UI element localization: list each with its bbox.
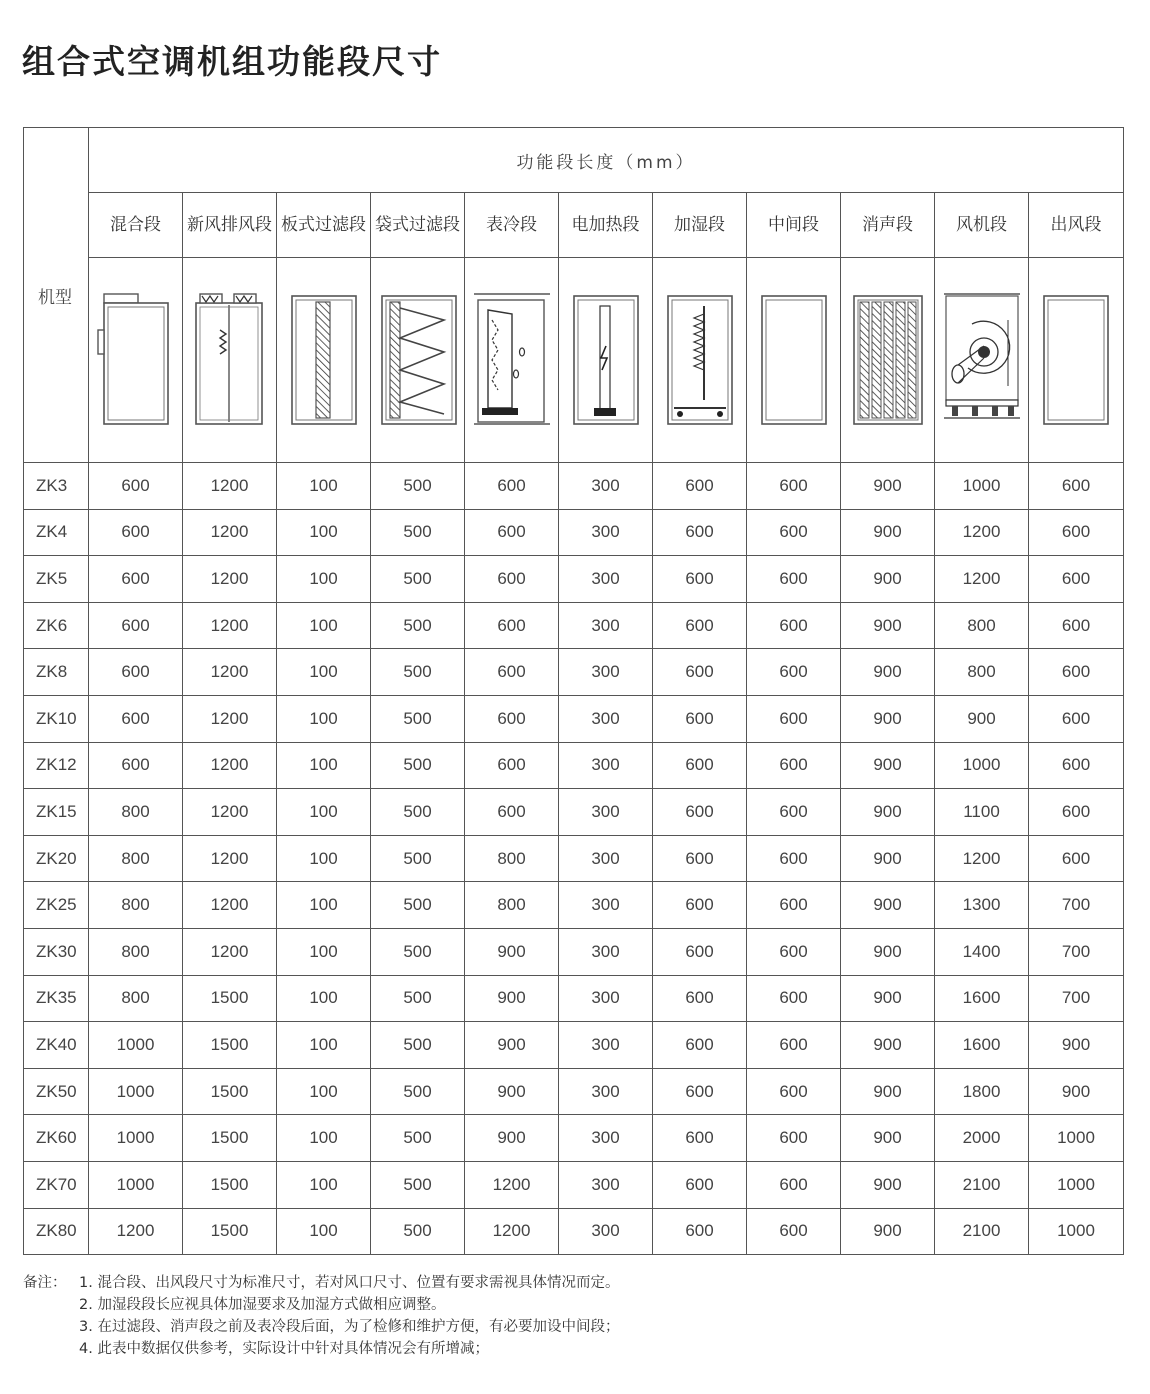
value-cell: 100 — [277, 882, 371, 929]
value-cell: 600 — [1029, 509, 1124, 556]
value-cell: 500 — [371, 1161, 465, 1208]
value-cell: 900 — [841, 1115, 935, 1162]
value-cell: 100 — [277, 602, 371, 649]
mixing-section-icon — [96, 290, 176, 430]
value-cell: 2000 — [935, 1115, 1029, 1162]
column-header: 中间段 — [747, 193, 841, 258]
value-cell: 900 — [841, 463, 935, 510]
value-cell: 1200 — [183, 556, 277, 603]
value-cell: 900 — [465, 975, 559, 1022]
table-row — [24, 649, 1124, 696]
intermediate-section-icon — [754, 290, 834, 430]
model-cell: ZK3 — [24, 463, 89, 510]
value-cell: 600 — [653, 1115, 747, 1162]
value-cell: 100 — [277, 1068, 371, 1115]
value-cell: 600 — [653, 695, 747, 742]
value-cell: 1600 — [935, 1022, 1029, 1069]
value-cell: 500 — [371, 789, 465, 836]
section-diagram-cell — [747, 258, 841, 463]
value-cell: 300 — [559, 975, 653, 1022]
value-cell: 600 — [1029, 649, 1124, 696]
value-cell: 600 — [747, 509, 841, 556]
value-cell: 1500 — [183, 1022, 277, 1069]
value-cell: 600 — [747, 928, 841, 975]
value-cell: 1100 — [935, 789, 1029, 836]
value-cell: 300 — [559, 835, 653, 882]
column-header: 混合段 — [89, 193, 183, 258]
value-cell: 300 — [559, 742, 653, 789]
value-cell: 800 — [465, 835, 559, 882]
column-header: 加湿段 — [653, 193, 747, 258]
value-cell: 1200 — [935, 556, 1029, 603]
table-row — [24, 602, 1124, 649]
value-cell: 100 — [277, 1161, 371, 1208]
table-row — [24, 463, 1124, 510]
value-cell: 300 — [559, 509, 653, 556]
column-header: 新风排风段 — [183, 193, 277, 258]
value-cell: 800 — [89, 975, 183, 1022]
value-cell: 600 — [747, 975, 841, 1022]
value-cell: 600 — [89, 556, 183, 603]
value-cell: 600 — [1029, 835, 1124, 882]
model-cell: ZK10 — [24, 695, 89, 742]
value-cell: 600 — [747, 835, 841, 882]
value-cell: 1200 — [89, 1208, 183, 1255]
value-cell: 1200 — [935, 835, 1029, 882]
value-cell: 600 — [653, 882, 747, 929]
value-cell: 500 — [371, 742, 465, 789]
value-cell: 500 — [371, 602, 465, 649]
value-cell: 600 — [747, 556, 841, 603]
value-cell: 600 — [747, 1022, 841, 1069]
electric-heating-section-icon — [566, 290, 646, 430]
panel-filter-section-icon — [284, 290, 364, 430]
value-cell: 600 — [465, 742, 559, 789]
value-cell: 900 — [935, 695, 1029, 742]
value-cell: 100 — [277, 742, 371, 789]
value-cell: 800 — [89, 789, 183, 836]
value-cell: 800 — [935, 602, 1029, 649]
table-row — [24, 556, 1124, 603]
value-cell: 1000 — [89, 1115, 183, 1162]
model-cell: ZK60 — [24, 1115, 89, 1162]
note-item: 3. 在过滤段、消声段之前及表冷段后面，为了检修和维护方便，有必要加设中间段； — [79, 1319, 620, 1335]
value-cell: 500 — [371, 556, 465, 603]
value-cell: 900 — [841, 509, 935, 556]
section-diagram-cell — [935, 258, 1029, 463]
table-row — [24, 1208, 1124, 1255]
value-cell: 600 — [1029, 789, 1124, 836]
value-cell: 500 — [371, 1208, 465, 1255]
section-diagram-cell — [465, 258, 559, 463]
value-cell: 600 — [747, 602, 841, 649]
model-cell: ZK30 — [24, 928, 89, 975]
value-cell: 600 — [89, 509, 183, 556]
section-diagram-cell — [371, 258, 465, 463]
value-cell: 600 — [653, 463, 747, 510]
value-cell: 600 — [747, 882, 841, 929]
value-cell: 1500 — [183, 1208, 277, 1255]
value-cell: 900 — [465, 1115, 559, 1162]
value-cell: 1800 — [935, 1068, 1029, 1115]
section-diagram-cell — [841, 258, 935, 463]
value-cell: 600 — [653, 928, 747, 975]
value-cell: 100 — [277, 649, 371, 696]
value-cell: 900 — [841, 1068, 935, 1115]
column-header: 袋式过滤段 — [371, 193, 465, 258]
value-cell: 600 — [747, 1068, 841, 1115]
value-cell: 800 — [935, 649, 1029, 696]
value-cell: 1000 — [1029, 1115, 1124, 1162]
value-cell: 1200 — [465, 1208, 559, 1255]
value-cell: 600 — [747, 742, 841, 789]
value-cell: 300 — [559, 556, 653, 603]
value-cell: 500 — [371, 1068, 465, 1115]
value-cell: 600 — [465, 695, 559, 742]
model-column-header: 机型 — [24, 128, 89, 463]
value-cell: 600 — [653, 835, 747, 882]
value-cell: 600 — [653, 975, 747, 1022]
section-diagram-cell — [183, 258, 277, 463]
value-cell: 1000 — [1029, 1161, 1124, 1208]
value-cell: 300 — [559, 695, 653, 742]
value-cell: 100 — [277, 695, 371, 742]
value-cell: 100 — [277, 928, 371, 975]
value-cell: 500 — [371, 649, 465, 696]
silencer-section-icon — [848, 290, 928, 430]
outlet-section-icon — [1036, 290, 1116, 430]
value-cell: 1200 — [183, 742, 277, 789]
value-cell: 600 — [1029, 556, 1124, 603]
value-cell: 1200 — [183, 463, 277, 510]
section-diagram-cell — [1029, 258, 1124, 463]
value-cell: 600 — [653, 1208, 747, 1255]
value-cell: 900 — [841, 602, 935, 649]
value-cell: 600 — [89, 602, 183, 649]
column-header: 消声段 — [841, 193, 935, 258]
value-cell: 1400 — [935, 928, 1029, 975]
value-cell: 100 — [277, 975, 371, 1022]
value-cell: 300 — [559, 882, 653, 929]
value-cell: 600 — [747, 1161, 841, 1208]
value-cell: 600 — [465, 509, 559, 556]
column-header: 出风段 — [1029, 193, 1124, 258]
value-cell: 900 — [841, 742, 935, 789]
value-cell: 600 — [89, 742, 183, 789]
value-cell: 300 — [559, 1115, 653, 1162]
value-cell: 1000 — [89, 1161, 183, 1208]
value-cell: 1000 — [89, 1068, 183, 1115]
value-cell: 1200 — [183, 695, 277, 742]
value-cell: 900 — [841, 649, 935, 696]
value-cell: 1500 — [183, 975, 277, 1022]
value-cell: 1200 — [183, 882, 277, 929]
value-cell: 1000 — [1029, 1208, 1124, 1255]
value-cell: 600 — [1029, 695, 1124, 742]
section-diagram-cell — [653, 258, 747, 463]
table-row — [24, 509, 1124, 556]
value-cell: 600 — [465, 649, 559, 696]
model-cell: ZK50 — [24, 1068, 89, 1115]
model-cell: ZK15 — [24, 789, 89, 836]
model-cell: ZK35 — [24, 975, 89, 1022]
value-cell: 800 — [89, 835, 183, 882]
value-cell: 300 — [559, 602, 653, 649]
value-cell: 600 — [747, 695, 841, 742]
value-cell: 1200 — [183, 602, 277, 649]
value-cell: 900 — [841, 556, 935, 603]
column-header: 风机段 — [935, 193, 1029, 258]
value-cell: 500 — [371, 928, 465, 975]
column-header: 表冷段 — [465, 193, 559, 258]
section-length-group-header: 功能段长度（mm） — [89, 128, 1124, 193]
section-diagram-cell — [277, 258, 371, 463]
value-cell: 600 — [89, 463, 183, 510]
table-row — [24, 835, 1124, 882]
value-cell: 500 — [371, 835, 465, 882]
column-header: 板式过滤段 — [277, 193, 371, 258]
value-cell: 300 — [559, 789, 653, 836]
value-cell: 600 — [1029, 602, 1124, 649]
model-cell: ZK12 — [24, 742, 89, 789]
value-cell: 2100 — [935, 1161, 1029, 1208]
value-cell: 500 — [371, 882, 465, 929]
value-cell: 300 — [559, 1022, 653, 1069]
value-cell: 100 — [277, 1115, 371, 1162]
value-cell: 700 — [1029, 975, 1124, 1022]
value-cell: 1200 — [183, 928, 277, 975]
section-diagram-cell — [559, 258, 653, 463]
value-cell: 900 — [465, 1022, 559, 1069]
value-cell: 600 — [1029, 463, 1124, 510]
value-cell: 900 — [1029, 1068, 1124, 1115]
value-cell: 100 — [277, 1208, 371, 1255]
value-cell: 600 — [465, 789, 559, 836]
page-title: 组合式空调机组功能段尺寸 — [22, 42, 442, 81]
value-cell: 600 — [465, 463, 559, 510]
value-cell: 900 — [465, 1068, 559, 1115]
value-cell: 1200 — [465, 1161, 559, 1208]
value-cell: 1600 — [935, 975, 1029, 1022]
value-cell: 100 — [277, 556, 371, 603]
value-cell: 1200 — [183, 649, 277, 696]
value-cell: 300 — [559, 1068, 653, 1115]
column-header: 电加热段 — [559, 193, 653, 258]
value-cell: 100 — [277, 1022, 371, 1069]
value-cell: 900 — [841, 928, 935, 975]
value-cell: 100 — [277, 789, 371, 836]
value-cell: 1000 — [89, 1022, 183, 1069]
value-cell: 700 — [1029, 928, 1124, 975]
bag-filter-section-icon — [378, 290, 458, 430]
table-row — [24, 695, 1124, 742]
model-cell: ZK25 — [24, 882, 89, 929]
value-cell: 100 — [277, 509, 371, 556]
value-cell: 700 — [1029, 882, 1124, 929]
value-cell: 600 — [1029, 742, 1124, 789]
value-cell: 900 — [841, 882, 935, 929]
value-cell: 600 — [89, 695, 183, 742]
value-cell: 900 — [841, 789, 935, 836]
value-cell: 600 — [653, 556, 747, 603]
model-cell: ZK70 — [24, 1161, 89, 1208]
value-cell: 600 — [653, 602, 747, 649]
fresh-exhaust-air-section-icon — [190, 290, 270, 430]
notes-label: 备注： — [23, 1275, 67, 1291]
value-cell: 900 — [841, 1208, 935, 1255]
value-cell: 900 — [841, 1022, 935, 1069]
table-row — [24, 882, 1124, 929]
value-cell: 800 — [465, 882, 559, 929]
model-cell: ZK4 — [24, 509, 89, 556]
table-row — [24, 1022, 1124, 1069]
section-dimensions-table — [23, 127, 1124, 1255]
value-cell: 1200 — [935, 509, 1029, 556]
value-cell: 1200 — [183, 789, 277, 836]
note-item: 2. 加湿段段长应视具体加湿要求及加湿方式做相应调整。 — [79, 1297, 446, 1313]
value-cell: 500 — [371, 1022, 465, 1069]
value-cell: 500 — [371, 695, 465, 742]
value-cell: 600 — [653, 509, 747, 556]
table-row — [24, 1161, 1124, 1208]
value-cell: 600 — [653, 1161, 747, 1208]
value-cell: 900 — [841, 1161, 935, 1208]
model-cell: ZK40 — [24, 1022, 89, 1069]
value-cell: 300 — [559, 649, 653, 696]
value-cell: 1200 — [183, 835, 277, 882]
table-row — [24, 1115, 1124, 1162]
value-cell: 1500 — [183, 1115, 277, 1162]
value-cell: 600 — [747, 1115, 841, 1162]
fan-section-icon — [942, 290, 1022, 430]
value-cell: 100 — [277, 835, 371, 882]
value-cell: 300 — [559, 1208, 653, 1255]
value-cell: 600 — [465, 602, 559, 649]
value-cell: 1500 — [183, 1068, 277, 1115]
humidifying-section-icon — [660, 290, 740, 430]
value-cell: 600 — [747, 649, 841, 696]
value-cell: 600 — [653, 789, 747, 836]
value-cell: 300 — [559, 928, 653, 975]
value-cell: 1000 — [935, 463, 1029, 510]
value-cell: 600 — [747, 789, 841, 836]
cooling-coil-section-icon — [472, 290, 552, 430]
table-row — [24, 928, 1124, 975]
table-row — [24, 975, 1124, 1022]
value-cell: 600 — [653, 1068, 747, 1115]
value-cell: 500 — [371, 509, 465, 556]
value-cell: 100 — [277, 463, 371, 510]
value-cell: 500 — [371, 1115, 465, 1162]
value-cell: 800 — [89, 882, 183, 929]
model-cell: ZK8 — [24, 649, 89, 696]
value-cell: 300 — [559, 463, 653, 510]
note-item: 4. 此表中数据仅供参考，实际设计中针对具体情况会有所增减； — [79, 1341, 489, 1357]
model-cell: ZK5 — [24, 556, 89, 603]
table-row — [24, 1068, 1124, 1115]
value-cell: 600 — [653, 742, 747, 789]
value-cell: 500 — [371, 463, 465, 510]
value-cell: 900 — [841, 835, 935, 882]
value-cell: 1300 — [935, 882, 1029, 929]
value-cell: 900 — [1029, 1022, 1124, 1069]
value-cell: 600 — [747, 463, 841, 510]
value-cell: 500 — [371, 975, 465, 1022]
value-cell: 1000 — [935, 742, 1029, 789]
value-cell: 600 — [747, 1208, 841, 1255]
value-cell: 1200 — [183, 509, 277, 556]
model-cell: ZK6 — [24, 602, 89, 649]
value-cell: 600 — [653, 1022, 747, 1069]
value-cell: 900 — [841, 975, 935, 1022]
notes — [23, 1272, 619, 1360]
value-cell: 1500 — [183, 1161, 277, 1208]
value-cell: 800 — [89, 928, 183, 975]
value-cell: 600 — [465, 556, 559, 603]
section-diagram-cell — [89, 258, 183, 463]
value-cell: 2100 — [935, 1208, 1029, 1255]
model-cell: ZK80 — [24, 1208, 89, 1255]
value-cell: 600 — [89, 649, 183, 696]
table-row — [24, 742, 1124, 789]
value-cell: 900 — [465, 928, 559, 975]
note-item: 1. 混合段、出风段尺寸为标准尺寸，若对风口尺寸、位置有要求需视具体情况而定。 — [79, 1275, 620, 1291]
value-cell: 300 — [559, 1161, 653, 1208]
model-cell: ZK20 — [24, 835, 89, 882]
table-row — [24, 789, 1124, 836]
value-cell: 900 — [841, 695, 935, 742]
value-cell: 600 — [653, 649, 747, 696]
